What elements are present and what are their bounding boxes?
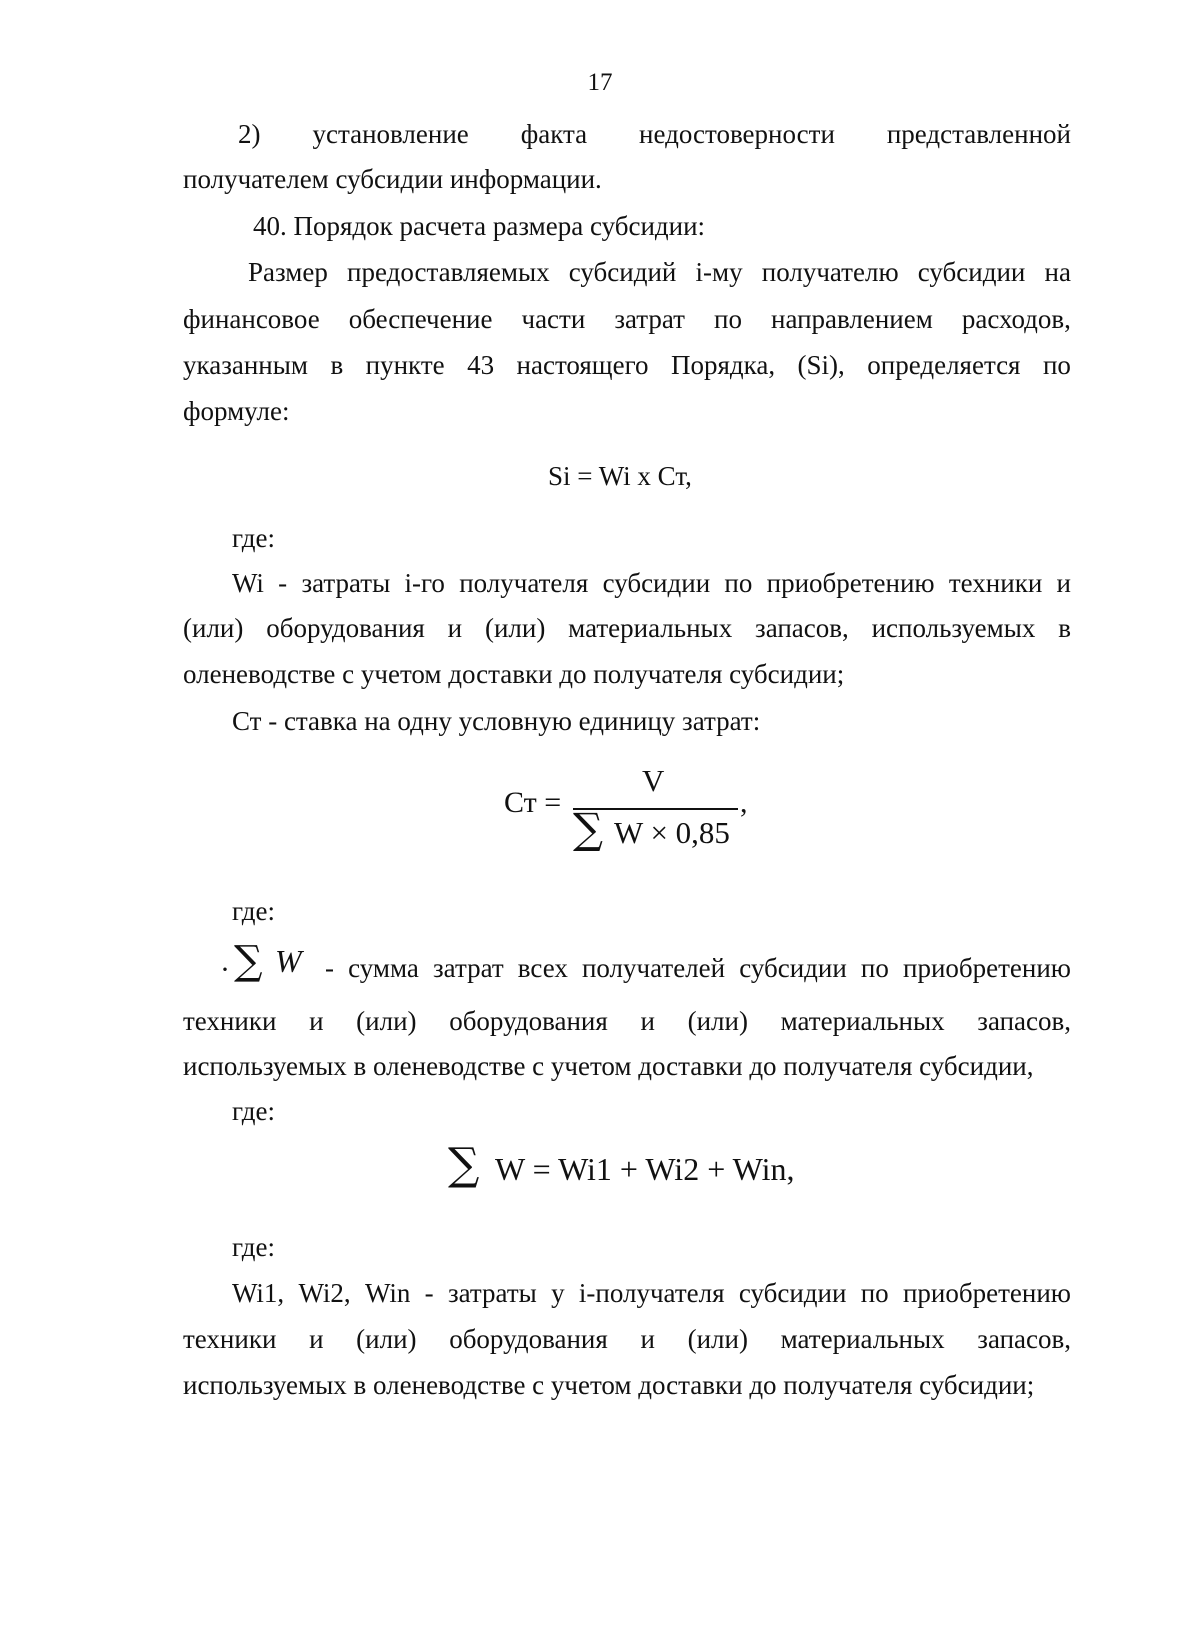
word: (или) xyxy=(183,613,244,643)
paragraph-line: используемых в оленеводстве с учетом доставки до получателя субсидии, xyxy=(183,1051,1034,1081)
word: (или) xyxy=(687,1006,748,1036)
page-number: 17 xyxy=(587,69,613,96)
paragraph-line: Ст - ставка на одну условную единицу затрат: xyxy=(232,706,761,736)
word: сумма xyxy=(348,953,419,983)
paragraph-line: оленеводстве с учетом доставки до получателя субсидии; xyxy=(183,659,845,689)
word: приобретению xyxy=(902,1278,1071,1308)
word: Win xyxy=(364,1278,411,1308)
word: определяется xyxy=(867,350,1021,380)
word: - xyxy=(278,568,288,598)
word: материальных xyxy=(780,1006,945,1036)
word: представленной xyxy=(886,119,1071,149)
word: в xyxy=(330,350,344,380)
word: запасов, xyxy=(977,1006,1071,1036)
word: установление xyxy=(312,119,469,149)
word: пункте xyxy=(365,350,445,380)
word: и xyxy=(640,1324,655,1354)
word: и xyxy=(447,613,463,643)
word: затрат xyxy=(433,953,504,983)
word: запасов, xyxy=(755,613,849,643)
word: материальных xyxy=(568,613,733,643)
word: - xyxy=(325,953,334,983)
word: и xyxy=(309,1324,324,1354)
word: части xyxy=(521,304,586,334)
word: и xyxy=(309,1006,324,1036)
word: у xyxy=(551,1278,565,1308)
word: (Si), xyxy=(797,350,845,380)
formula-ct-left: Ст = xyxy=(504,786,562,819)
paragraph-line xyxy=(248,256,1071,288)
word: i-му xyxy=(695,257,743,287)
formula-si: Si = Wi x Ст, xyxy=(548,461,692,491)
formula-dot: · xyxy=(220,953,230,986)
word: указанным xyxy=(183,350,308,380)
word: техники xyxy=(183,1324,277,1354)
word: в xyxy=(1058,613,1071,643)
word: (или) xyxy=(687,1324,748,1354)
word: субсидий xyxy=(568,257,677,287)
section-heading: 40. Порядок расчета размера субсидии: xyxy=(253,211,706,241)
word: по xyxy=(1042,350,1071,380)
word: и xyxy=(1056,568,1071,598)
word: (или) xyxy=(484,613,546,643)
word: Размер xyxy=(248,257,328,287)
word: - xyxy=(424,1278,434,1308)
formula-sum-w: W = Wi1 + Wi2 + Win, xyxy=(495,1151,795,1187)
formula-ct-numerator: V xyxy=(642,763,665,798)
paragraph-line: формуле: xyxy=(183,396,290,426)
word: всех xyxy=(517,953,568,983)
word: направлением xyxy=(771,304,933,334)
where-label: где: xyxy=(232,1232,275,1262)
paragraph-line xyxy=(238,118,1071,150)
word: затрат xyxy=(614,304,685,334)
word: получателю xyxy=(761,257,899,287)
word: Wi xyxy=(232,568,264,598)
where-label: где: xyxy=(232,523,275,553)
word: обеспечение xyxy=(348,304,493,334)
word: получателя xyxy=(459,568,589,598)
paragraph-line xyxy=(232,567,1071,599)
word: (или) xyxy=(356,1006,417,1036)
word: (или) xyxy=(356,1324,417,1354)
word: и xyxy=(640,1006,655,1036)
word: техники xyxy=(183,1006,277,1036)
paragraph-line xyxy=(183,349,1071,381)
word: запасов, xyxy=(977,1324,1071,1354)
word: оборудования xyxy=(266,613,425,643)
sigma-symbol: ∑ xyxy=(573,804,603,853)
word: материальных xyxy=(780,1324,945,1354)
word: i-го xyxy=(404,568,445,598)
formula-ct-denominator: W × 0,85 xyxy=(614,815,730,850)
paragraph-line xyxy=(183,612,1071,644)
word: расходов, xyxy=(961,304,1071,334)
paragraph-line: получателем субсидии информации. xyxy=(183,164,602,194)
word: по xyxy=(714,304,742,334)
word: i-получателя xyxy=(578,1278,725,1308)
word: используемых xyxy=(871,613,1036,643)
word: на xyxy=(1044,257,1071,287)
where-label: где: xyxy=(232,1096,275,1126)
word: оборудования xyxy=(449,1006,608,1036)
word: оборудования xyxy=(449,1324,608,1354)
word: Порядка, xyxy=(670,350,776,380)
word: по xyxy=(860,1278,889,1308)
word: субсидии xyxy=(738,1278,847,1308)
sigma-symbol: ∑ xyxy=(234,938,263,984)
word: факта xyxy=(520,119,588,149)
word: Wi2, xyxy=(298,1278,351,1308)
word: настоящего xyxy=(516,350,649,380)
word: субсидии xyxy=(739,953,847,983)
word: приобретению xyxy=(766,568,935,598)
sum-w-symbol: W xyxy=(275,943,302,979)
paragraph-line xyxy=(232,1277,1071,1309)
formula-ct-comma: , xyxy=(740,786,748,819)
word: финансовое xyxy=(183,304,320,334)
where-label: где: xyxy=(232,896,275,926)
word: по xyxy=(724,568,753,598)
word: 43 xyxy=(467,350,495,380)
word: техники xyxy=(948,568,1043,598)
word: субсидии xyxy=(602,568,711,598)
paragraph-line xyxy=(183,1323,1071,1355)
word: предоставляемых xyxy=(347,257,550,287)
word: недостоверности xyxy=(639,119,835,149)
paragraph-line: используемых в оленеводстве с учетом доставки до получателя субсидии; xyxy=(183,1370,1035,1400)
word: субсидии xyxy=(917,257,1026,287)
paragraph-line xyxy=(183,303,1071,335)
word: 2) xyxy=(238,119,261,149)
word: затраты xyxy=(447,1278,537,1308)
word: по xyxy=(860,953,889,983)
word: затраты xyxy=(301,568,391,598)
sigma-symbol: ∑ xyxy=(448,1139,480,1190)
word: Wi1, xyxy=(232,1278,285,1308)
word: приобретению xyxy=(903,953,1071,983)
word: получателей xyxy=(581,953,726,983)
paragraph-line xyxy=(183,1005,1071,1037)
paragraph-line xyxy=(325,952,1071,984)
